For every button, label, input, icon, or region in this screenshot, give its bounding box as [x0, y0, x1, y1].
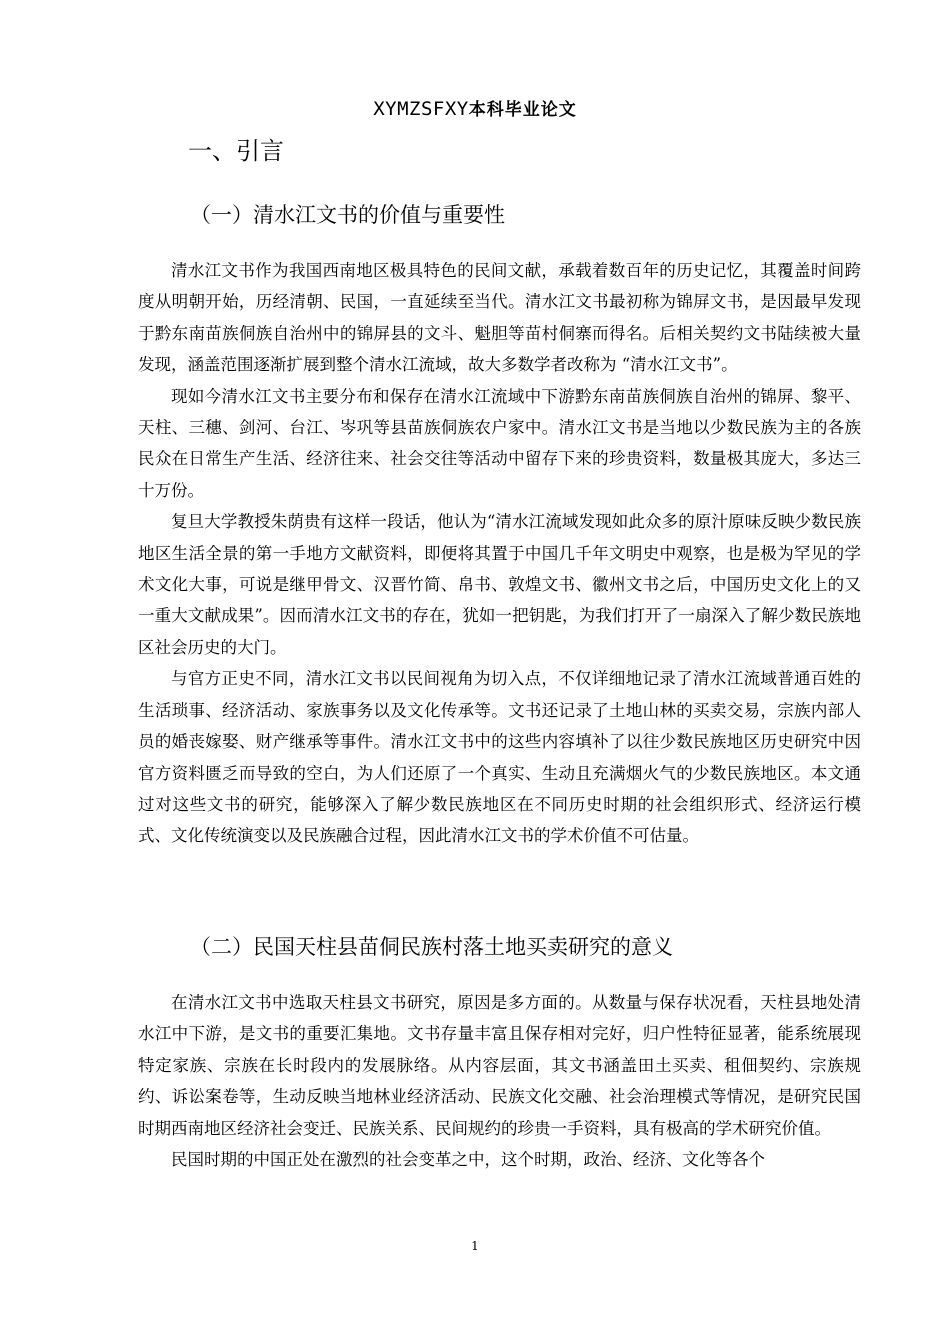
running-header: [0, 96, 950, 123]
subsection-1-body: [138, 255, 861, 852]
paragraph: 在清水江文书中选取天柱县文书研究，原因是多方面的。从数量与保存状况看，天柱县地处清水江中下游，是文书的重要汇集地。文书存量丰富且保存相对完好，归户性特征显著，能系统展现特定家族、宗族在长时段内的发展脉络。从内容层面，其文书涵盖田土买卖、租佃契约、宗族规约、诉讼案卷等，生动反映当地林业经济活动、民族文化交融、社会治理模式等情况，是研究民国时期西南地区经济社会变迁、民族关系、民间规约的珍贵一手资料，具有极高的学术研究价值。: [138, 993, 861, 1138]
paragraph: 现如今清水江文书主要分布和保存在清水江流域中下游黔东南苗族侗族自治州的锦屏、黎平、天柱、三穗、剑河、台江、岑巩等县苗族侗族农户家中。清水江文书是当地以少数民族为主的各族民众在日常生产生活、经济往来、社会交往等活动中留存下来的珍贵资料，数量极其庞大，多达三十万份。: [138, 386, 861, 500]
paragraph: 清水江文书作为我国西南地区极具特色的民间文献，承载着数百年的历史记忆，其覆盖时间跨度从明朝开始，历经清朝、民国，一直延续至当代。清水江文书最初称为锦屏文书，是因最早发现于黔东南苗族侗族自治州中的锦屏县的文斗、魁胆等苗村侗寨而得名。后相关契约文书陆续被大量发现，涵盖范围逐渐扩展到整个清水江流域，故大多数学者改称为 “清水江文书”。: [138, 261, 861, 375]
section-heading-introduction: 一、引言: [188, 137, 284, 165]
paragraph: 民国时期的中国正处在激烈的社会变革之中，这个时期，政治、经济、文化等各个: [171, 1150, 765, 1170]
paragraph: 与官方正史不同，清水江文书以民间视角为切入点，不仅详细地记录了清水江流域普通百姓的生活琐事、经济活动、家族事务以及文化传承等。文书还记录了土地山林的买卖交易，宗族内部人员的婚丧嫁娶、财产继承等事件。清水江文书中的这些内容填补了以往少数民族地区历史研究中因官方资料匮乏而导致的空白，为人们还原了一个真实、生动且充满烟火气的少数民族地区。本文通过对这些文书的研究，能够深入了解少数民族地区在不同历史时期的社会组织形式、经济运行模式、文化传统演变以及民族融合过程，因此清水江文书的学术价值不可估量。: [138, 669, 861, 846]
subsection-heading-1: （一）清水江文书的价值与重要性: [190, 203, 505, 227]
paragraph: 复旦大学教授朱荫贵有这样一段话，他认为“清水江流域发现如此众多的原汁原味反映少数民族地区生活全景的第一手地方文献资料，即便将其置于中国几千年文明史中观察，也是极为罕见的学术文化大事，可说是继甲骨文、汉晋竹简、帛书、敦煌文书、徽州文书之后，中国历史文化上的又一重大文献成果”。因而清水江文书的存在，犹如一把钥匙，为我们打开了一扇深入了解少数民族地区社会历史的大门。: [138, 512, 861, 657]
page-number: 1: [471, 1239, 479, 1253]
subsection-heading-2: （二）民国天柱县苗侗民族村落土地买卖研究的意义: [190, 935, 673, 959]
header-thesis-label: 本科毕业论文: [468, 100, 577, 120]
subsection-2-body: [138, 987, 861, 1175]
header-school-code: XYMZSFXY: [373, 98, 469, 120]
